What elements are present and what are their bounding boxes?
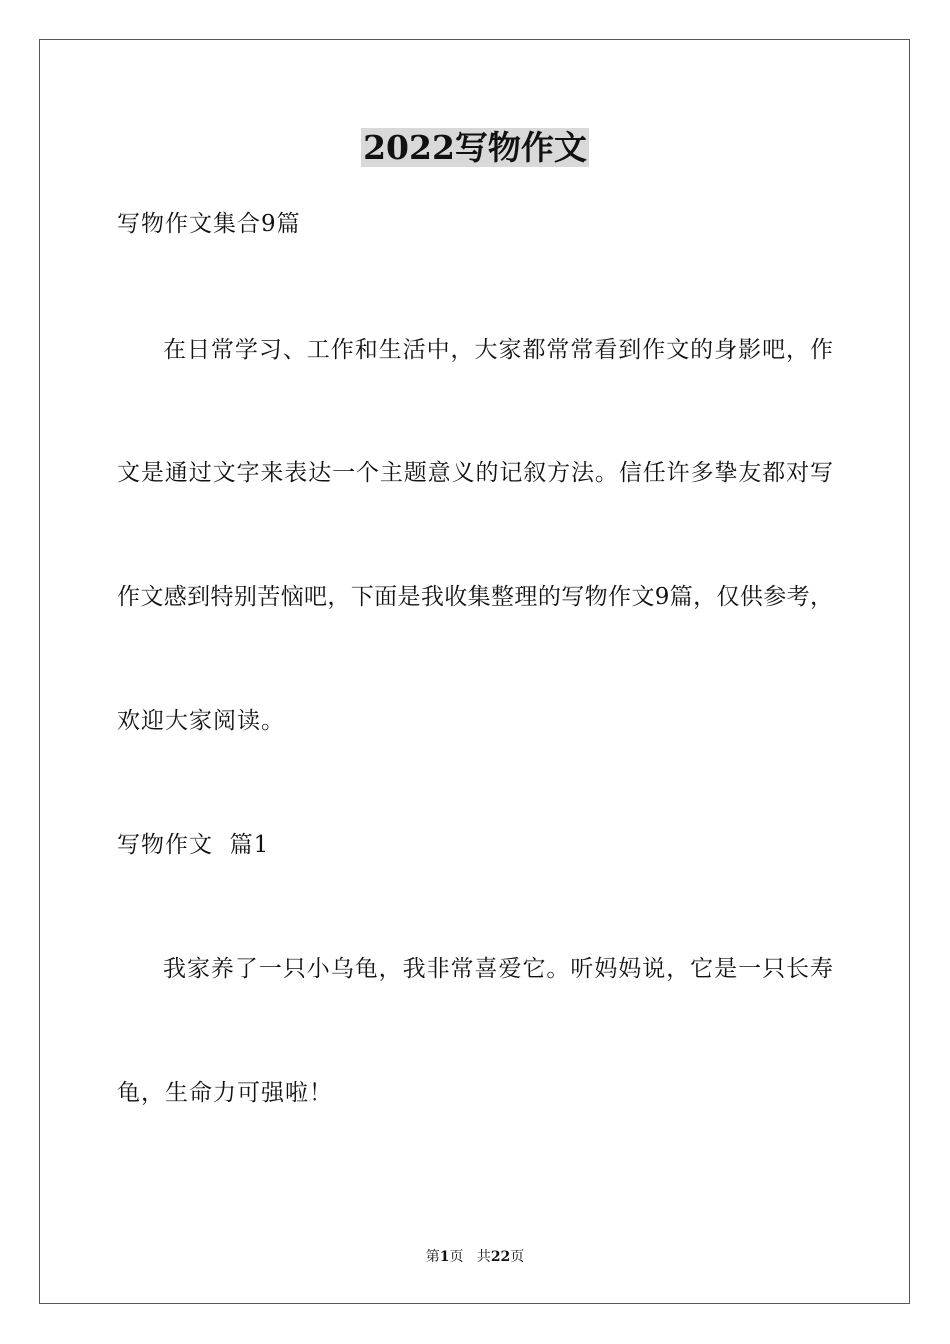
footer-prefix: 第	[425, 1249, 440, 1265]
footer-current-page: 1	[439, 1249, 450, 1265]
intro-line-4: 欢迎大家阅读。	[117, 708, 285, 734]
document-title-text: 2022写物作文	[363, 128, 587, 167]
footer-middle: 页 共	[449, 1249, 491, 1265]
section-line-2: 龟，生命力可强啦！	[117, 1080, 333, 1106]
document-subtitle: 写物作文集合9篇	[117, 211, 301, 237]
section-line-1: 我家养了一只小乌龟，我非常喜爱它。听妈妈说，它是一只长寿	[163, 956, 833, 982]
footer-suffix: 页	[510, 1249, 525, 1265]
section-heading: 写物作文 篇1	[117, 832, 270, 858]
page-footer	[0, 1248, 950, 1266]
document-title	[0, 126, 950, 170]
footer-total-pages: 22	[490, 1249, 511, 1265]
intro-line-3: 作文感到特别苦恼吧，下面是我收集整理的写物作文9篇，仅供参考，	[117, 584, 833, 610]
intro-line-2: 文是通过文字来表达一个主题意义的记叙方法。信任许多挚友都对写	[117, 460, 833, 486]
intro-line-1: 在日常学习、工作和生活中，大家都常常看到作文的身影吧，作	[163, 337, 833, 363]
